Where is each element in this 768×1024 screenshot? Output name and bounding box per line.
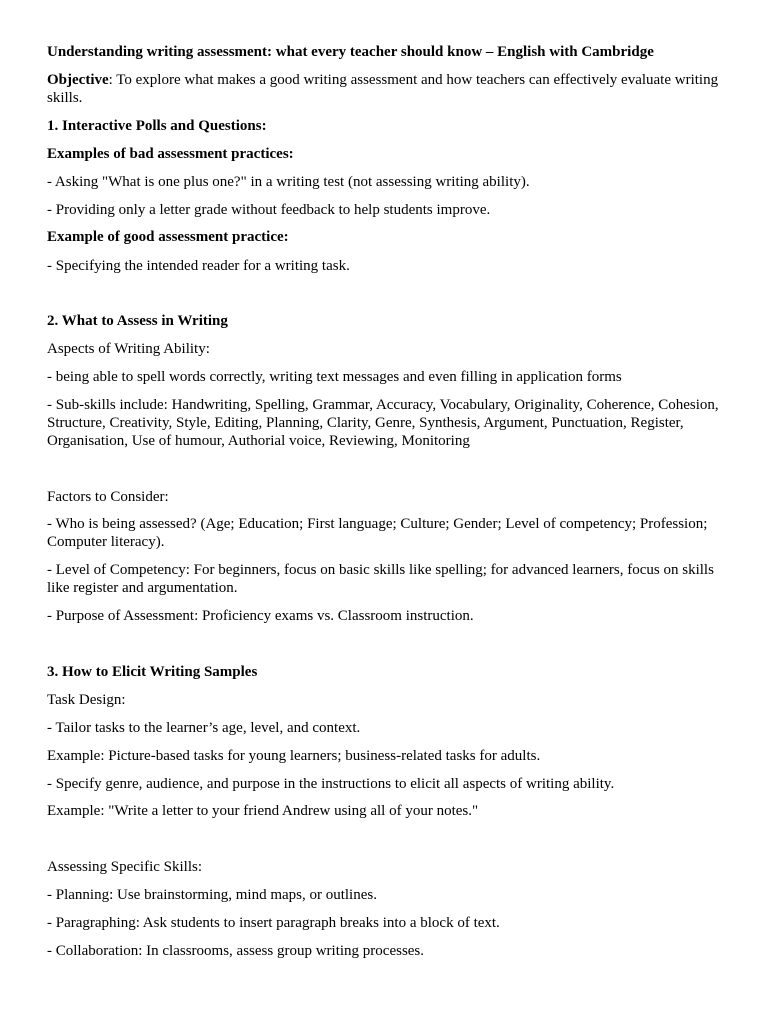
bad-practice-item-2: - Providing only a letter grade without feedback to help students improve. <box>47 202 491 218</box>
skills-item-1: - Planning: Use brainstorming, mind maps, or outlines. <box>47 887 377 903</box>
factors-item-1: - Who is being assessed? (Age; Education; First language; Culture; Gender; Level of competency; Profession; Computer literacy). <box>47 516 708 550</box>
objective-label: Objective <box>47 72 109 88</box>
document-title: Understanding writing assessment: what every teacher should know – English with Cambridge <box>47 44 654 60</box>
bad-practices-heading: Examples of bad assessment practices: <box>47 146 294 162</box>
skills-item-3: - Collaboration: In classrooms, assess group writing processes. <box>47 943 425 959</box>
aspects-item-1: - being able to spell words correctly, writing text messages and even filling in application forms <box>47 369 622 385</box>
objective-text: : To explore what makes a good writing assessment and how teachers can effectively evaluate writing skills. <box>47 72 719 106</box>
good-practice-item-1: - Specifying the intended reader for a writing task. <box>47 258 350 274</box>
task-item-4: Example: "Write a letter to your friend Andrew using all of your notes." <box>47 803 479 819</box>
task-item-2: Example: Picture-based tasks for young learners; business-related tasks for adults. <box>47 748 541 764</box>
factors-item-2: - Level of Competency: For beginners, focus on basic skills like spelling; for advanced learners, focus on skills like register and argumentation. <box>47 562 714 596</box>
aspects-item-2: - Sub-skills include: Handwriting, Spelling, Grammar, Accuracy, Vocabulary, Originality, Coherence, Cohesion, Structure, Creativity, Style, Editing, Planning, Clarity, Genre, Synthesis, Argument, Punctuation, Register, Organisation, Use of humour, Authorial voice, Reviewing, Monitoring <box>47 397 719 449</box>
bad-practice-item-1: - Asking "What is one plus one?" in a writing test (not assessing writing ability). <box>47 174 530 190</box>
section2-heading: 2. What to Assess in Writing <box>47 313 228 329</box>
task-item-1: - Tailor tasks to the learner’s age, level, and context. <box>47 720 361 736</box>
section3-heading: 3. How to Elicit Writing Samples <box>47 664 258 680</box>
section1-heading: 1. Interactive Polls and Questions: <box>47 118 267 134</box>
task-design-label: Task Design: <box>47 692 126 708</box>
skills-label: Assessing Specific Skills: <box>47 859 203 875</box>
task-item-3: - Specify genre, audience, and purpose in the instructions to elicit all aspects of writing ability. <box>47 776 615 792</box>
factors-label: Factors to Consider: <box>47 489 169 505</box>
aspects-label: Aspects of Writing Ability: <box>47 341 210 357</box>
factors-item-3: - Purpose of Assessment: Proficiency exams vs. Classroom instruction. <box>47 608 474 624</box>
skills-item-2: - Paragraphing: Ask students to insert paragraph breaks into a block of text. <box>47 915 500 931</box>
good-practice-heading: Example of good assessment practice: <box>47 229 289 245</box>
objective-paragraph <box>47 71 727 107</box>
